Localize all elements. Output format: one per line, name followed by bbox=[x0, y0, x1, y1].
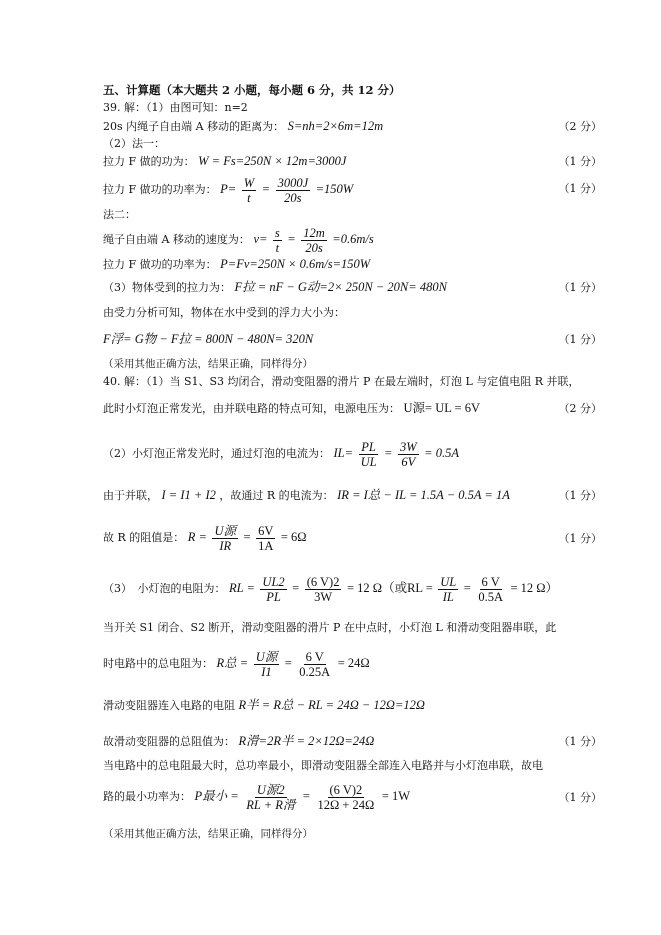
q40-l3-text: （2）小灯泡正常发光时，通过灯泡的电流为： bbox=[103, 447, 330, 460]
frac-numerator: 3W bbox=[399, 439, 417, 454]
q40-line2 bbox=[103, 400, 601, 417]
q40-line9 bbox=[103, 697, 601, 714]
q39-l7-equals: = bbox=[287, 232, 296, 246]
frac-numerator: 6V bbox=[258, 523, 274, 538]
q39-l2-eq: S=nh=2×6m=12m bbox=[287, 119, 384, 133]
frac-denominator: IR bbox=[219, 538, 232, 553]
frac-numerator: (6 V)2 bbox=[329, 782, 363, 797]
q39-line2 bbox=[103, 118, 601, 135]
q40-l2-text: 此时小灯泡正常发光，由并联电路的特点可知，电源电压为： bbox=[103, 402, 400, 415]
frac-denominator: 20s bbox=[305, 240, 323, 255]
q40-l6-equals: = bbox=[292, 581, 300, 595]
frac-denominator: t bbox=[275, 240, 280, 255]
frac-denominator: 20s bbox=[284, 190, 302, 205]
q39-l7-frac1 bbox=[273, 226, 282, 255]
q40-l6-frac1 bbox=[260, 575, 286, 604]
q40-l3-frac1 bbox=[359, 440, 379, 469]
frac-denominator: IL bbox=[442, 589, 454, 604]
q39-line3: （2）法一： bbox=[103, 137, 165, 150]
q40-l8-frac1 bbox=[254, 650, 280, 679]
q40-line10 bbox=[103, 733, 601, 750]
q40-l8-equals: = bbox=[284, 656, 292, 670]
q40-l4-text-a: 由于并联， bbox=[103, 489, 158, 502]
frac-numerator: W bbox=[243, 175, 255, 190]
q39-l7-result: =0.6m/s bbox=[332, 232, 374, 246]
q39-l5-text: 拉力 F 做功的功率为： bbox=[103, 183, 217, 196]
q40-l9-text: 滑动变阻器连入电路的电阻 bbox=[103, 699, 235, 712]
q39-l5-result: =150W bbox=[315, 182, 354, 196]
q40-l8-frac2 bbox=[297, 650, 332, 679]
q40-l5-text: 故 R 的阻值是： bbox=[103, 531, 185, 544]
q40-l12-frac2 bbox=[315, 783, 376, 812]
frac-denominator: 1A bbox=[258, 538, 274, 553]
q40-l3-il: IL= bbox=[333, 446, 354, 460]
q40-l6-result-2: = 12 Ω） bbox=[510, 581, 559, 595]
q40-l10-eq: R滑=2R半 = 2×12Ω=24Ω bbox=[238, 734, 375, 748]
q39-l9-text: （3）物体受到的拉力为： bbox=[103, 281, 231, 294]
frac-numerator: UL bbox=[440, 574, 457, 589]
frac-numerator: (6 V)2 bbox=[306, 574, 340, 589]
q40-l12-score: （1 分） bbox=[558, 791, 602, 804]
q39-l9-eq: F拉 = nF − G动=2× 250N − 20N= 480N bbox=[234, 280, 447, 294]
q39-l9-score: （1 分） bbox=[558, 281, 602, 294]
q40-line3 bbox=[103, 436, 601, 471]
q40-line1: 40. 解：（1）当 S1、S3 均闭合，滑动变阻器的滑片 P 在最左端时，灯泡 L 与定值电阻 R 并联， bbox=[103, 375, 580, 388]
q40-l8-text: 时电路中的总电阻为： bbox=[103, 657, 213, 670]
q40-l6-text: （3） 小灯泡的电阻为： bbox=[103, 582, 226, 595]
q39-l4-eq: W = Fs=250N × 12m=3000J bbox=[198, 154, 347, 168]
q39-l4-score: （1 分） bbox=[558, 155, 602, 168]
frac-numerator: UL2 bbox=[262, 574, 285, 589]
q40-l5-frac2 bbox=[256, 524, 275, 553]
q39-l5-p: P= bbox=[220, 182, 237, 196]
frac-denominator: PL bbox=[266, 589, 281, 604]
q40-l6-result: = 12 Ω（或RL = bbox=[346, 581, 433, 595]
q39-line5 bbox=[103, 172, 601, 207]
frac-numerator: 6 V bbox=[481, 574, 500, 589]
q39-l5-frac2 bbox=[276, 176, 311, 205]
q39-line9 bbox=[103, 279, 601, 296]
q40-l9-eq: R半 = R总 − RL = 24Ω − 12Ω=12Ω bbox=[238, 698, 425, 712]
q39-line7 bbox=[103, 222, 601, 257]
q40-l5-score: （1 分） bbox=[558, 532, 602, 545]
q40-l4-eq-a: I = I1 + I2 bbox=[161, 488, 216, 502]
q39-line12: （采用其他正确方法，结果正确，同样得分） bbox=[103, 358, 313, 370]
q40-l5-r: R = bbox=[187, 530, 207, 544]
q39-l2-score: （2 分） bbox=[558, 120, 602, 133]
q40-l4-score: （1 分） bbox=[558, 489, 602, 502]
q40-line7: 当开关 S1 闭合、S2 断开，滑动变阻器的滑片 P 在中点时，小灯泡 L 和滑动变阻器串联，此 bbox=[103, 621, 557, 634]
q40-line6 bbox=[103, 571, 601, 606]
q40-l12-p: P最小 = bbox=[194, 789, 239, 803]
q40-l6-rl: RL = bbox=[229, 581, 255, 595]
q40-l5-equals: = bbox=[243, 530, 251, 544]
q39-l7-frac2 bbox=[301, 226, 327, 255]
q40-l2-score: （2 分） bbox=[558, 402, 602, 415]
q39-line8 bbox=[103, 256, 601, 273]
q40-line11: 当电路中的总电阻最大时，总功率最小，即滑动变阻器全部连入电路并与小灯泡串联，故电 bbox=[103, 759, 543, 772]
q40-l4-text-b: ，故通过 R 的电流为： bbox=[219, 489, 334, 502]
frac-numerator: U源 bbox=[255, 649, 278, 664]
q40-l8-r: R总 = bbox=[216, 656, 249, 670]
q40-l12-equals: = bbox=[302, 789, 310, 803]
frac-denominator: UL bbox=[360, 454, 377, 469]
q40-l6-frac4 bbox=[476, 575, 505, 604]
q39-l2-text: 20s 内绳子自由端 A 移动的距离为： bbox=[103, 120, 285, 133]
q40-l10-score: （1 分） bbox=[558, 735, 602, 748]
q39-line6: 法二： bbox=[103, 208, 136, 221]
q39-l7-v: v= bbox=[253, 232, 268, 246]
frac-denominator: 3W bbox=[314, 589, 333, 604]
q40-l5-result: = 6Ω bbox=[280, 530, 307, 544]
q39-l4-text: 拉力 F 做的功为： bbox=[103, 155, 195, 168]
section-heading: 五、计算题（本大题共 2 小题，每小题 6 分，共 12 分） bbox=[103, 83, 401, 97]
q40-l12-result: = 1W bbox=[381, 789, 411, 803]
q39-line11 bbox=[103, 331, 601, 348]
frac-denominator: 0.5A bbox=[478, 589, 503, 604]
q40-l3-result: = 0.5A bbox=[424, 446, 459, 460]
q39-line4 bbox=[103, 153, 601, 170]
q39-l5-frac1 bbox=[242, 176, 256, 205]
q40-line12 bbox=[103, 779, 601, 814]
q39-l5-score: （1 分） bbox=[558, 182, 602, 195]
q40-l6-frac2 bbox=[305, 575, 342, 604]
q40-l4-eq-b: IR = I总 − IL = 1.5A − 0.5A = 1A bbox=[337, 488, 510, 502]
q39-l11-score: （1 分） bbox=[558, 333, 602, 346]
q39-l8-eq: P=Fv=250N × 0.6m/s=150W bbox=[220, 257, 371, 271]
frac-denominator: 6V bbox=[401, 454, 416, 469]
q40-l6-frac3 bbox=[438, 575, 458, 604]
q40-line5 bbox=[103, 520, 601, 555]
frac-denominator: t bbox=[247, 190, 251, 205]
frac-denominator: RL + R滑 bbox=[246, 797, 296, 812]
q39-l7-text: 绳子自由端 A 移动的速度为： bbox=[103, 233, 250, 246]
q39-l11-eq: F浮= G物 − F拉 = 800N − 480N= 320N bbox=[103, 332, 314, 346]
frac-numerator: U源2 bbox=[256, 782, 285, 797]
q40-l2-eq: U源= UL = 6V bbox=[403, 401, 480, 415]
frac-denominator: 0.25A bbox=[299, 664, 331, 679]
frac-numerator: 12m bbox=[303, 225, 325, 240]
q39-line10: 由受力分析可知，物体在水中受到的浮力大小为： bbox=[103, 306, 345, 319]
q39-l5-equals: = bbox=[261, 182, 271, 196]
frac-numerator: s bbox=[274, 225, 280, 240]
q40-l8-result: = 24Ω bbox=[337, 656, 370, 670]
q40-l6-equals-3: = bbox=[463, 581, 471, 595]
q40-l10-text: 故滑动变阻器的总阻值为： bbox=[103, 735, 235, 748]
q40-l3-equals: = bbox=[384, 446, 393, 460]
frac-denominator: I1 bbox=[261, 664, 272, 679]
q40-line13: （采用其他正确方法，结果正确，同样得分） bbox=[103, 828, 313, 840]
q39-line1: 39. 解：（1）由图可知：n=2 bbox=[103, 101, 248, 114]
frac-numerator: U源 bbox=[214, 523, 237, 538]
frac-numerator: PL bbox=[361, 439, 376, 454]
q40-l12-frac1 bbox=[244, 783, 297, 812]
q39-l8-text: 拉力 F 做功的功率为： bbox=[103, 258, 217, 271]
q40-l5-frac1 bbox=[212, 524, 238, 553]
q40-line8 bbox=[103, 646, 601, 681]
q40-l3-frac2 bbox=[398, 440, 419, 469]
q40-l12-text: 路的最小功率为： bbox=[103, 790, 191, 803]
q40-line4 bbox=[103, 487, 601, 504]
frac-denominator: 12Ω + 24Ω bbox=[317, 797, 375, 812]
frac-numerator: 6 V bbox=[305, 649, 324, 664]
frac-numerator: 3000J bbox=[277, 175, 309, 190]
